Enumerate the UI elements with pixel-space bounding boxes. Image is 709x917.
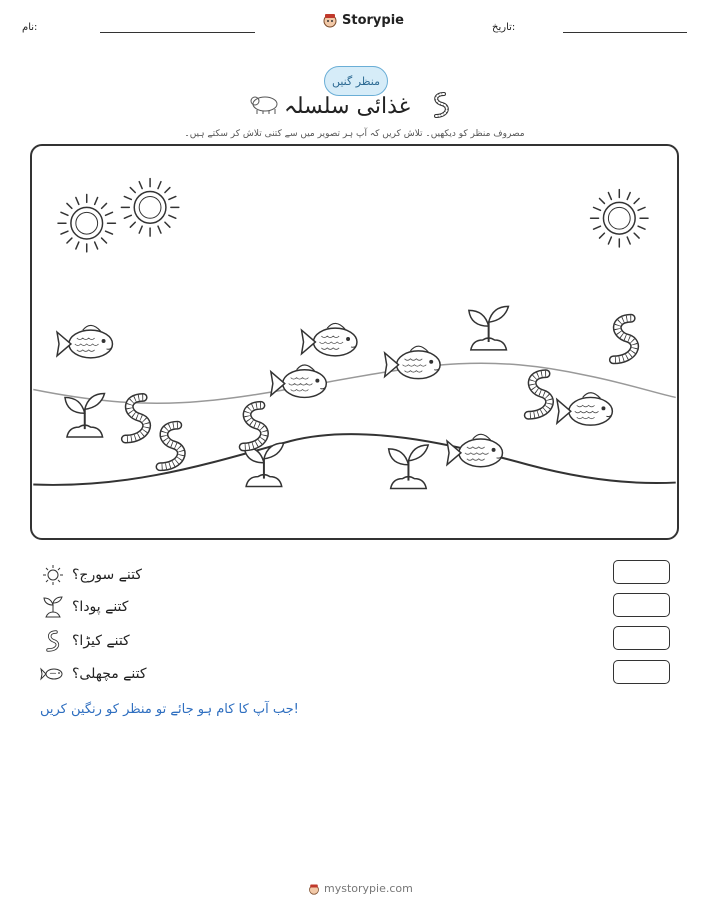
- name-label: نام:: [22, 22, 38, 33]
- fish-5: [557, 393, 612, 425]
- worm-title-icon: [428, 90, 452, 120]
- scene-frame: [30, 144, 679, 540]
- sun-3: [591, 190, 648, 247]
- question-label: کتنے سورج؟: [72, 567, 142, 583]
- worm-1: [613, 318, 634, 360]
- name-field-line[interactable]: [100, 32, 255, 33]
- site-footer: [308, 882, 413, 895]
- brand-logo: [322, 12, 404, 28]
- date-field-line[interactable]: [563, 32, 687, 33]
- fish-1: [57, 325, 112, 357]
- question-label: کتنے مچھلی؟: [72, 666, 147, 682]
- question-fish: [40, 662, 147, 686]
- sun-icon: [40, 563, 66, 587]
- question-sun: [40, 563, 142, 587]
- sun-1: [58, 195, 115, 252]
- question-label: کتنے کیڑا؟: [72, 633, 130, 649]
- worm-icon: [40, 629, 66, 653]
- fish-2: [302, 323, 357, 355]
- fish-4: [271, 365, 326, 397]
- plant-4: [389, 445, 429, 489]
- scene-illustration: [32, 146, 677, 538]
- brand-name: Storypie: [342, 12, 404, 28]
- worm-5: [528, 374, 549, 416]
- site-url[interactable]: mystorypie.com: [324, 882, 413, 895]
- plant-1: [469, 306, 509, 350]
- answer-box-sun[interactable]: [613, 560, 670, 584]
- fish-6: [447, 434, 502, 466]
- animals-icon: [247, 92, 283, 116]
- storypie-mascot-icon: [322, 12, 338, 28]
- sun-2: [121, 179, 178, 236]
- coloring-instruction: جب آپ کا کام ہو جائے تو منظر کو رنگین کریں!: [40, 702, 299, 717]
- storypie-mascot-icon: [308, 883, 320, 895]
- question-worm: [40, 629, 130, 653]
- worksheet-tag: منظر گنیں: [324, 66, 388, 96]
- worm-4: [243, 405, 264, 447]
- answer-box-fish[interactable]: [613, 660, 670, 684]
- plant-icon: [40, 595, 66, 619]
- worm-3: [160, 425, 181, 467]
- fish-icon: [40, 662, 66, 686]
- date-label: تاریخ:: [492, 22, 516, 33]
- question-plant: [40, 595, 128, 619]
- page-title: غذائی سلسلہ: [284, 94, 411, 119]
- answer-box-worm[interactable]: [613, 626, 670, 650]
- fish-3: [385, 346, 440, 378]
- instructions-text: مصروف منظر کو دیکھیں۔ تلاش کریں کہ آپ ہر تصویر میں سے کتنی تلاش کر سکتے ہیں۔: [184, 129, 525, 139]
- answer-box-plant[interactable]: [613, 593, 670, 617]
- plant-2: [65, 393, 105, 437]
- question-label: کتنے پودا؟: [72, 599, 129, 615]
